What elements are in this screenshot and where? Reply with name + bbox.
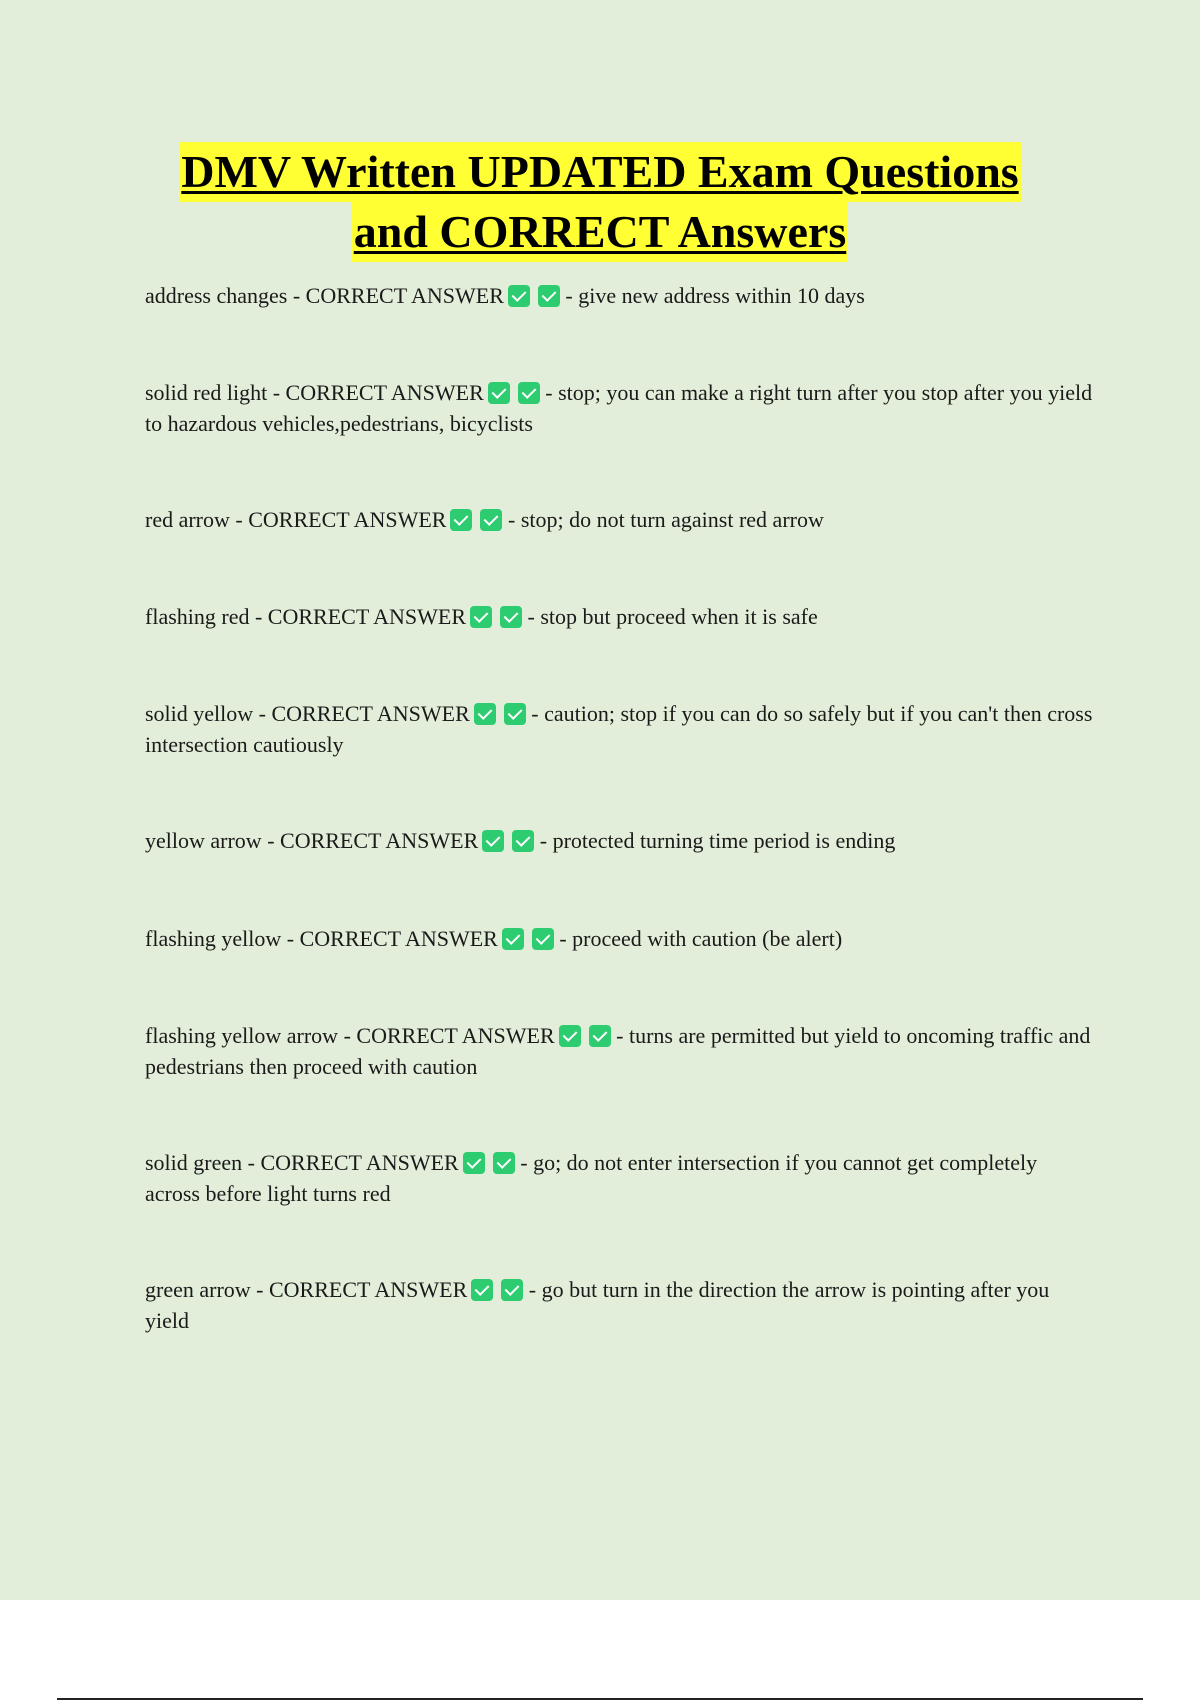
- answer-marker: CORRECT ANSWER: [285, 380, 484, 405]
- qa-term: solid yellow: [145, 701, 254, 726]
- answer-marker: CORRECT ANSWER: [356, 1023, 555, 1048]
- qa-item: flashing yellow - CORRECT ANSWER - proceed with caution (be alert): [145, 926, 843, 951]
- answer-marker: CORRECT ANSWER: [299, 926, 498, 951]
- answer-marker: CORRECT ANSWER: [260, 1150, 459, 1175]
- qa-term: yellow arrow: [145, 828, 262, 853]
- answer-marker: CORRECT ANSWER: [280, 828, 479, 853]
- qa-item: red arrow - CORRECT ANSWER - stop; do not turn against red arrow: [145, 507, 824, 532]
- qa-answer: give new address within 10 days: [578, 283, 865, 308]
- check-mark-icon: [463, 1152, 485, 1174]
- check-mark-icon: [500, 606, 522, 628]
- qa-term: flashing yellow: [145, 926, 282, 951]
- qa-term: red arrow: [145, 507, 230, 532]
- qa-item: green arrow - CORRECT ANSWER - go but turn in the direction the arrow is pointing after you yield: [145, 1277, 1050, 1333]
- qa-answer: stop; you can make a right turn after you stop after you yield to hazardous vehicles,pedestrians, bicyclists: [145, 380, 1093, 436]
- check-mark-icon: [518, 382, 540, 404]
- check-mark-icon: [502, 928, 524, 950]
- qa-term: address changes: [145, 283, 288, 308]
- qa-term: green arrow: [145, 1277, 251, 1302]
- answer-marker: CORRECT ANSWER: [305, 283, 504, 308]
- answer-marker: CORRECT ANSWER: [248, 507, 447, 532]
- qa-term: solid red light: [145, 380, 268, 405]
- qa-item: solid yellow - CORRECT ANSWER - caution; stop if you can do so safely but if you can't then cross intersection cautiously: [145, 701, 1093, 757]
- qa-item: solid red light - CORRECT ANSWER - stop; you can make a right turn after you stop after you yield to hazardous vehicles,pedestrians, bicyclists: [145, 380, 1093, 436]
- qa-answer: go; do not enter intersection if you cannot get completely across before light turns red: [145, 1150, 1038, 1206]
- title-line-2: and CORRECT Answers: [352, 202, 848, 262]
- answer-marker: CORRECT ANSWER: [267, 604, 467, 629]
- qa-answer: stop but proceed when it is safe: [540, 604, 818, 629]
- qa-item: flashing yellow arrow - CORRECT ANSWER - turns are permitted but yield to oncoming traffic and pedestrians then proceed with caution: [145, 1023, 1091, 1079]
- check-mark-icon: [450, 509, 472, 531]
- check-mark-icon: [470, 606, 492, 628]
- check-mark-icon: [559, 1025, 581, 1047]
- check-mark-icon: [488, 382, 510, 404]
- answer-marker: CORRECT ANSWER: [269, 1277, 468, 1302]
- qa-term: flashing yellow arrow: [145, 1023, 339, 1048]
- check-mark-icon: [538, 285, 560, 307]
- qa-item: solid green - CORRECT ANSWER - go; do not enter intersection if you cannot get completely across before light turns red: [145, 1150, 1038, 1206]
- document-title: [0, 142, 1200, 262]
- check-mark-icon: [512, 830, 534, 852]
- check-mark-icon: [493, 1152, 515, 1174]
- qa-item: address changes - CORRECT ANSWER - give new address within 10 days: [145, 283, 865, 308]
- check-mark-icon: [504, 703, 526, 725]
- check-mark-icon: [471, 1279, 493, 1301]
- qa-answer: caution; stop if you can do so safely but if you can't then cross intersection cautiously: [145, 701, 1093, 757]
- check-mark-icon: [480, 509, 502, 531]
- qa-answer: protected turning time period is ending: [552, 828, 896, 853]
- check-mark-icon: [508, 285, 530, 307]
- qa-item: flashing red - CORRECT ANSWER - stop but proceed when it is safe: [145, 604, 818, 629]
- qa-answer: proceed with caution (be alert): [572, 926, 843, 951]
- qa-item: yellow arrow - CORRECT ANSWER - protected turning time period is ending: [145, 828, 896, 853]
- qa-answer: go but turn in the direction the arrow is pointing after you yield: [145, 1277, 1050, 1333]
- answer-marker: CORRECT ANSWER: [271, 701, 470, 726]
- check-mark-icon: [474, 703, 496, 725]
- qa-answer: turns are permitted but yield to oncoming traffic and pedestrians then proceed with caution: [145, 1023, 1091, 1079]
- check-mark-icon: [482, 830, 504, 852]
- qa-term: flashing red: [145, 604, 250, 629]
- check-mark-icon: [532, 928, 554, 950]
- qa-answer: stop; do not turn against red arrow: [520, 507, 824, 532]
- check-mark-icon: [589, 1025, 611, 1047]
- check-mark-icon: [501, 1279, 523, 1301]
- title-line-1: DMV Written UPDATED Exam Questions: [179, 142, 1020, 202]
- qa-term: solid green: [145, 1150, 243, 1175]
